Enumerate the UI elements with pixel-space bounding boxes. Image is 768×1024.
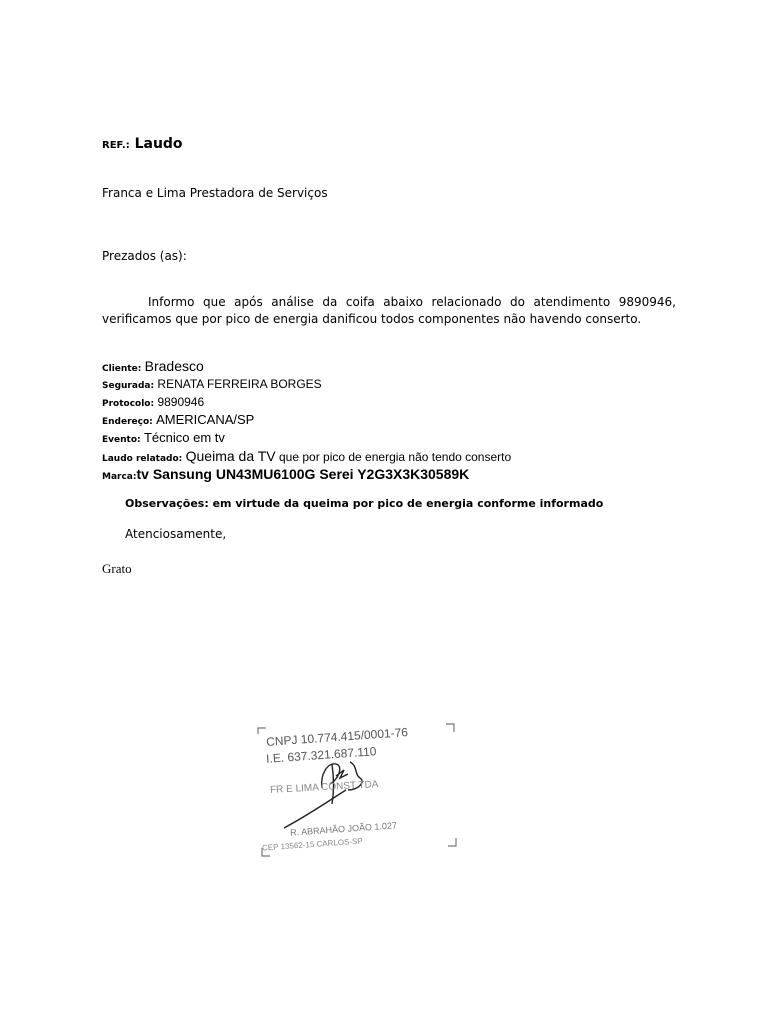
stamp-address: R. ABRAHÃO JOÃO 1.027	[289, 820, 398, 838]
stamp-firm: FR E LIMA CONST TDA	[269, 779, 379, 796]
closing: Atenciosamente,	[125, 527, 227, 541]
field-label: Marca:	[102, 472, 137, 482]
ref-line	[102, 136, 183, 152]
field-label: Evento:	[102, 435, 141, 445]
field-value: AMERICANA/SP	[156, 412, 255, 427]
field-marca	[102, 465, 662, 483]
body-paragraph: Informo que após análise da coifa abaixo relacionado do atendimento 9890946, verificamos que por pico de energia danificou todos componentes não havendo conserto.	[102, 295, 676, 326]
field-value: tv Sansung UN43MU6100G Serei Y2G3X3K30589K	[136, 466, 470, 482]
signature-graphic	[284, 762, 362, 828]
field-label: Endereço:	[102, 417, 153, 427]
company-name: Franca e Lima Prestadora de Serviços	[102, 186, 328, 200]
ref-value: Laudo	[134, 136, 183, 152]
field-protocolo	[102, 393, 662, 411]
details-list	[102, 357, 662, 483]
field-laudo	[102, 447, 662, 465]
field-label: Segurada:	[102, 381, 155, 391]
field-label: Cliente:	[102, 364, 142, 374]
field-segurada	[102, 375, 662, 393]
field-endereco	[102, 411, 662, 429]
field-label: Protocolo:	[102, 399, 155, 409]
field-value: que por pico de energia não tendo conserto	[278, 450, 512, 464]
greeting: Prezados (as):	[102, 249, 187, 263]
stamp-ie: I.E. 637.321.687.110	[265, 744, 377, 766]
field-cliente	[102, 357, 662, 375]
field-value: Bradesco	[144, 358, 204, 374]
field-label: Laudo relatado:	[102, 454, 183, 464]
ref-label: REF.:	[102, 140, 130, 151]
field-value: Técnico em tv	[143, 430, 225, 445]
thanks: Grato	[102, 561, 132, 576]
stamp-cnpj: CNPJ 10.774.415/0001-76	[265, 725, 409, 749]
stamp-cep: CEP 13562-15 CARLOS-SP	[261, 836, 363, 853]
field-value: 9890946	[157, 395, 205, 409]
field-value: RENATA FERREIRA BORGES	[157, 377, 322, 391]
field-value-highlight: Queima da TV	[185, 448, 276, 464]
field-evento	[102, 429, 662, 447]
company-stamp	[250, 718, 470, 868]
observations: Observações: em virtude da queima por pico de energia conforme informado	[125, 497, 604, 510]
